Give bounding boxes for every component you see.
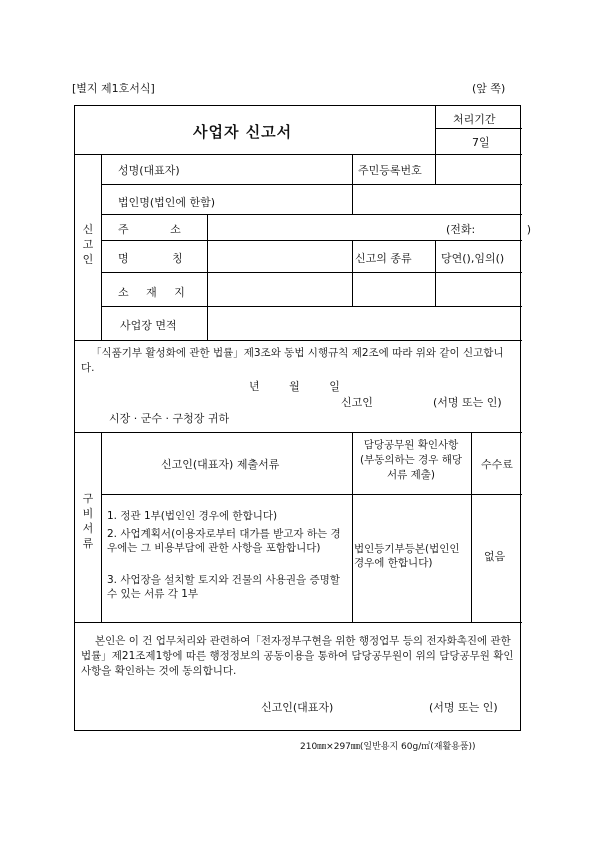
phone-label: (전화: ) <box>446 223 532 236</box>
declaration-reporter-label: 신고인 <box>341 396 373 409</box>
rule <box>471 432 472 622</box>
name-label: 성명(대표자) <box>118 164 180 177</box>
declaration-text: 「식품기부 활성화에 관한 법률」제3조와 동법 시행규칙 제2조에 따라 위와 같이 신고합니다. <box>81 347 504 374</box>
document-item: 3. 사업장을 설치할 토지와 건물의 사용권을 증명할 수 있는 서류 각 1부 <box>107 574 340 600</box>
rule <box>352 184 353 214</box>
rule <box>352 154 353 184</box>
address-label: 주 소 <box>118 223 181 236</box>
documents-section-label: 구비서류 <box>82 492 94 550</box>
page-side: (앞 쪽) <box>472 82 506 95</box>
rule <box>101 240 522 241</box>
rule <box>101 432 102 622</box>
rule <box>75 432 522 433</box>
form-title: 사업자 신고서 <box>193 123 293 141</box>
rule <box>435 240 436 306</box>
processing-period-label: 처리기간 <box>453 113 496 126</box>
fee-header: 수수료 <box>481 458 513 471</box>
rule <box>75 622 522 623</box>
rule <box>435 154 436 184</box>
rule <box>75 340 522 341</box>
paper-spec: 210㎜×297㎜(일반용지 60g/㎡(재활용품)) <box>300 742 476 752</box>
rule <box>75 154 522 155</box>
rule <box>101 272 522 273</box>
official-check-header: 담당공무원 확인사항 (부동의하는 경우 해당 서류 제출) <box>359 439 463 481</box>
area-label: 사업장 면적 <box>120 319 177 332</box>
document-item: 1. 정관 1부(법인인 경우에 한합니다) <box>107 510 278 522</box>
rule <box>101 184 522 185</box>
report-type-label: 신고의 종류 <box>355 252 412 265</box>
rule <box>352 432 353 622</box>
submit-docs-header: 신고인(대표자) 제출서류 <box>161 458 280 471</box>
rule <box>101 494 522 495</box>
rule <box>101 154 102 340</box>
consent-text: 본인은 이 건 업무처리와 관련하여「전자정부구현을 위한 행정업무 등의 전자화촉진에 관한 법률」제21조제1항에 따른 행정정보의 공동이용을 통하여 담당공무원이 위의 담당공무원 확인사항을 확인하는 것에 동의합니다. <box>81 635 514 677</box>
fee-value: 없음 <box>484 550 506 563</box>
rule <box>101 306 522 307</box>
corp-name-label: 법인명(법인에 한함) <box>118 196 216 209</box>
official-check-value: 법인등기부등본(법인인 경우에 한합니다) <box>354 543 460 569</box>
rule <box>352 240 353 306</box>
declaration-date: 년 월 일 <box>249 380 340 393</box>
location-label: 소 재 지 <box>118 286 185 299</box>
document-item: 2. 사업계획서(이용자로부터 대가를 받고자 하는 경우에는 그 비용부담에 관한 사항을 포함합니다) <box>107 528 341 554</box>
report-form <box>74 105 532 731</box>
consent-sign-label: (서명 또는 인) <box>429 701 498 714</box>
consent-reporter-label: 신고인(대표자) <box>261 701 334 714</box>
processing-period-value: 7일 <box>472 136 490 149</box>
rule <box>207 214 208 340</box>
form-number: [별지 제1호서식] <box>72 82 155 95</box>
applicant-section-label: 신고인 <box>82 223 94 266</box>
business-name-label: 명 칭 <box>118 252 183 265</box>
addressee: 시장 · 군수 · 구청장 귀하 <box>109 412 230 425</box>
rule <box>101 214 522 215</box>
declaration-sign-label: (서명 또는 인) <box>433 396 502 409</box>
rule <box>435 128 522 129</box>
rule <box>435 106 436 154</box>
report-type-options: 당연(),임의() <box>441 252 505 265</box>
rrn-label: 주민등록번호 <box>358 164 422 177</box>
